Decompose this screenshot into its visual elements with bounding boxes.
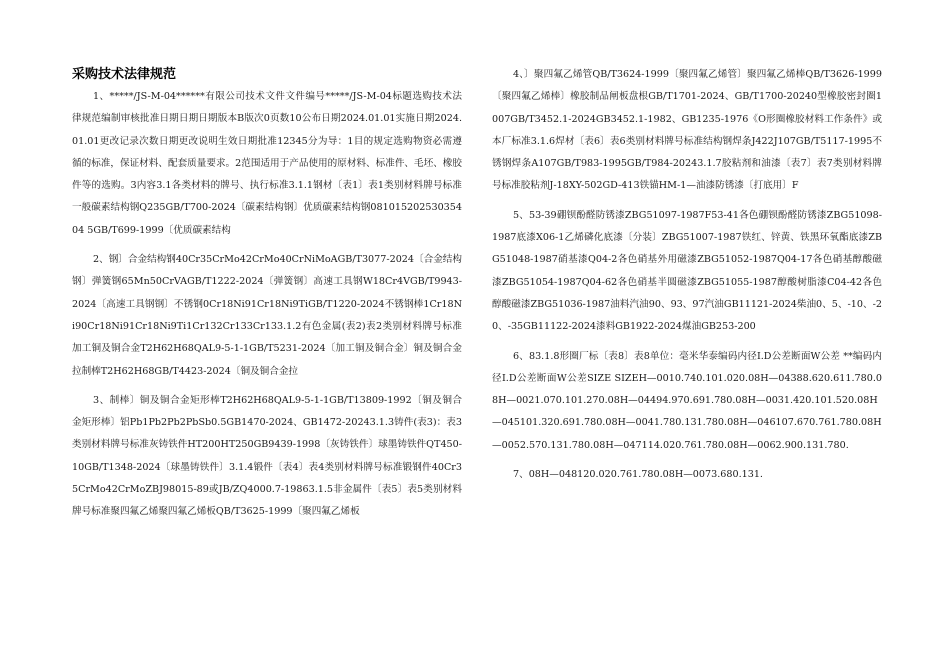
paragraph-3: 3、制棒〕铜及铜合金矩形棒T2H62H68QAL9-5-1-1GB/T13809-1992〔铜及铜合金矩形棒〕铝Pb1Pb2Pb2PbSb0.5GB1470-2024、GB1472-20243.1.3铸件(表3)：表3类别材料牌号标准灰铸铁件HT200HT250GB9439-1998〔灰铸铁件〕球墨铸铁件QT450-10GB/T1348-2024〔球墨铸铁件〕3.1.4锻件〔表4〕表4类别材料牌号标准锻钢件40Cr35CrMo42CrMoZBJ98015-89或JB/ZQ4000.7-19863.1.5非金属件〔表5〕表5类别材料牌号标准聚四氟乙烯聚四氟乙烯板QB/T3625-1999〔聚四氟乙烯板 (72, 394, 462, 518)
paragraph-6: 6、83.1.8形圈厂标〔表8〕表8单位：毫米华泰编码内径I.D公差断面W公差 **编码内径I.D公差断面W公差SIZE SIZEH—0010.740.101.020.08H—04388.620.611.780.08H—0021.070.101.270.08H—04494.970.691.780.08H—0031.420.101.520.08H—045101.320.691.780.08H—0041.780.131.780.08H—046107.670.761.780.08H—0052.570.131.780.08H—047114.020.761.780.08H—0062.900.131.780. (492, 350, 882, 451)
document-title: 采购技术法律规范 (72, 67, 177, 82)
left-column (72, 64, 462, 531)
paragraph-2: 2、钢〕合金结构钢40Cr35CrMo42CrMo40CrNiMoAGB/T3077-2024〔合金结构钢〕弹簧钢65Mn50CrVAGB/T1222-2024〔弹簧钢〕高速工具钢W18Cr4VGB/T9943-2024〔高速工具钢钢〕不锈钢0Cr18Ni91Cr18Ni9TiGB/T1220-2024不锈钢棒1Cr18Ni90Cr18Ni91Cr18Ni9Ti1Cr132Cr133Cr133.1.2有色金属(表2)表2类别材料牌号标准加工铜及铜合金T2H62H68QAL9-5-1-1GB/T5231-2024〔加工铜及铜合金〕铜及铜合金拉制棒T2H62H68GB/T4423-2024〔铜及铜合金拉 (72, 254, 462, 377)
right-column (492, 64, 882, 493)
paragraph-1: 1、*****/JS-M-04******有限公司技术文件文件编号*****/JS-M-04标题选购技术法律规范编制审核批准日期日期日期版本B版次0页数10公布日期2024.01.01实施日期2024.01.01更改记录次数日期更改说明生效日期批准12345分为导：1目的规定选购物资必需遵循的标准，保证材料、配套质量要求。2范围适用于产品使用的原材料、标准件、毛坯、橡胶件等的选购。3内容3.1各类材料的牌号、执行标准3.1.1钢材〔表1〕表1类别材料牌号标准一般碳素结构钢Q235GB/T700-2024〔碳素结构钢〕优质碳素结构钢08101520253035404 5GB/T699-1999〔优质碳素结构 (72, 91, 462, 236)
paragraph-7: 7、08H—048120.020.761.780.08H—0073.680.131. (513, 469, 763, 481)
paragraph-5: 5、53-39硼钡酚醛防锈漆ZBG51097-1987F53-41各色硼钡酚醛防锈漆ZBG51098-1987底漆X06-1乙烯磷化底漆〔分装〕ZBG51007-1987铁红、锌黄、铁黑环氧酯底漆ZBG51048-1987硝基漆Q04-2各色硝基外用磁漆ZBG51052-1987Q04-17各色硝基醇酸磁漆ZBG51054-1987Q04-62各色硝基半圆磁漆ZBG51055-1987醇酸树脂漆C04-42各色醇酸磁漆ZBG51036-1987油料汽油90、93、97汽油GB11121-2024柴油0、5、-10、-20、-35GB11122-2024漆料GB1922-2024煤油GB253-200 (492, 209, 882, 333)
paragraph-4: 4、〕聚四氟乙烯管QB/T3624-1999〔聚四氟乙烯管〕聚四氟乙烯棒QB/T3626-1999〔聚四氟乙烯棒〕橡胶制品闸板盘根GB/T1701-2024、GB/T1700-20240型橡胶密封圈1007GB/T3452.1-2024GB3452.1-1982、GB1235-1976《O形圈橡胶材料工作条件》或本厂标准3.1.6焊材〔表6〕表6类别材料牌号标准结构钢焊条J422J107GB/T5117-1995不锈钢焊条A107GB/T983-1995GB/T984-20243.1.7胶粘剂和油漆〔表7〕表7类别材料牌号标准胶粘剂J-18XY-502GD-413铁锚HM-1—油漆防锈漆〔打底用〕F (492, 69, 882, 192)
